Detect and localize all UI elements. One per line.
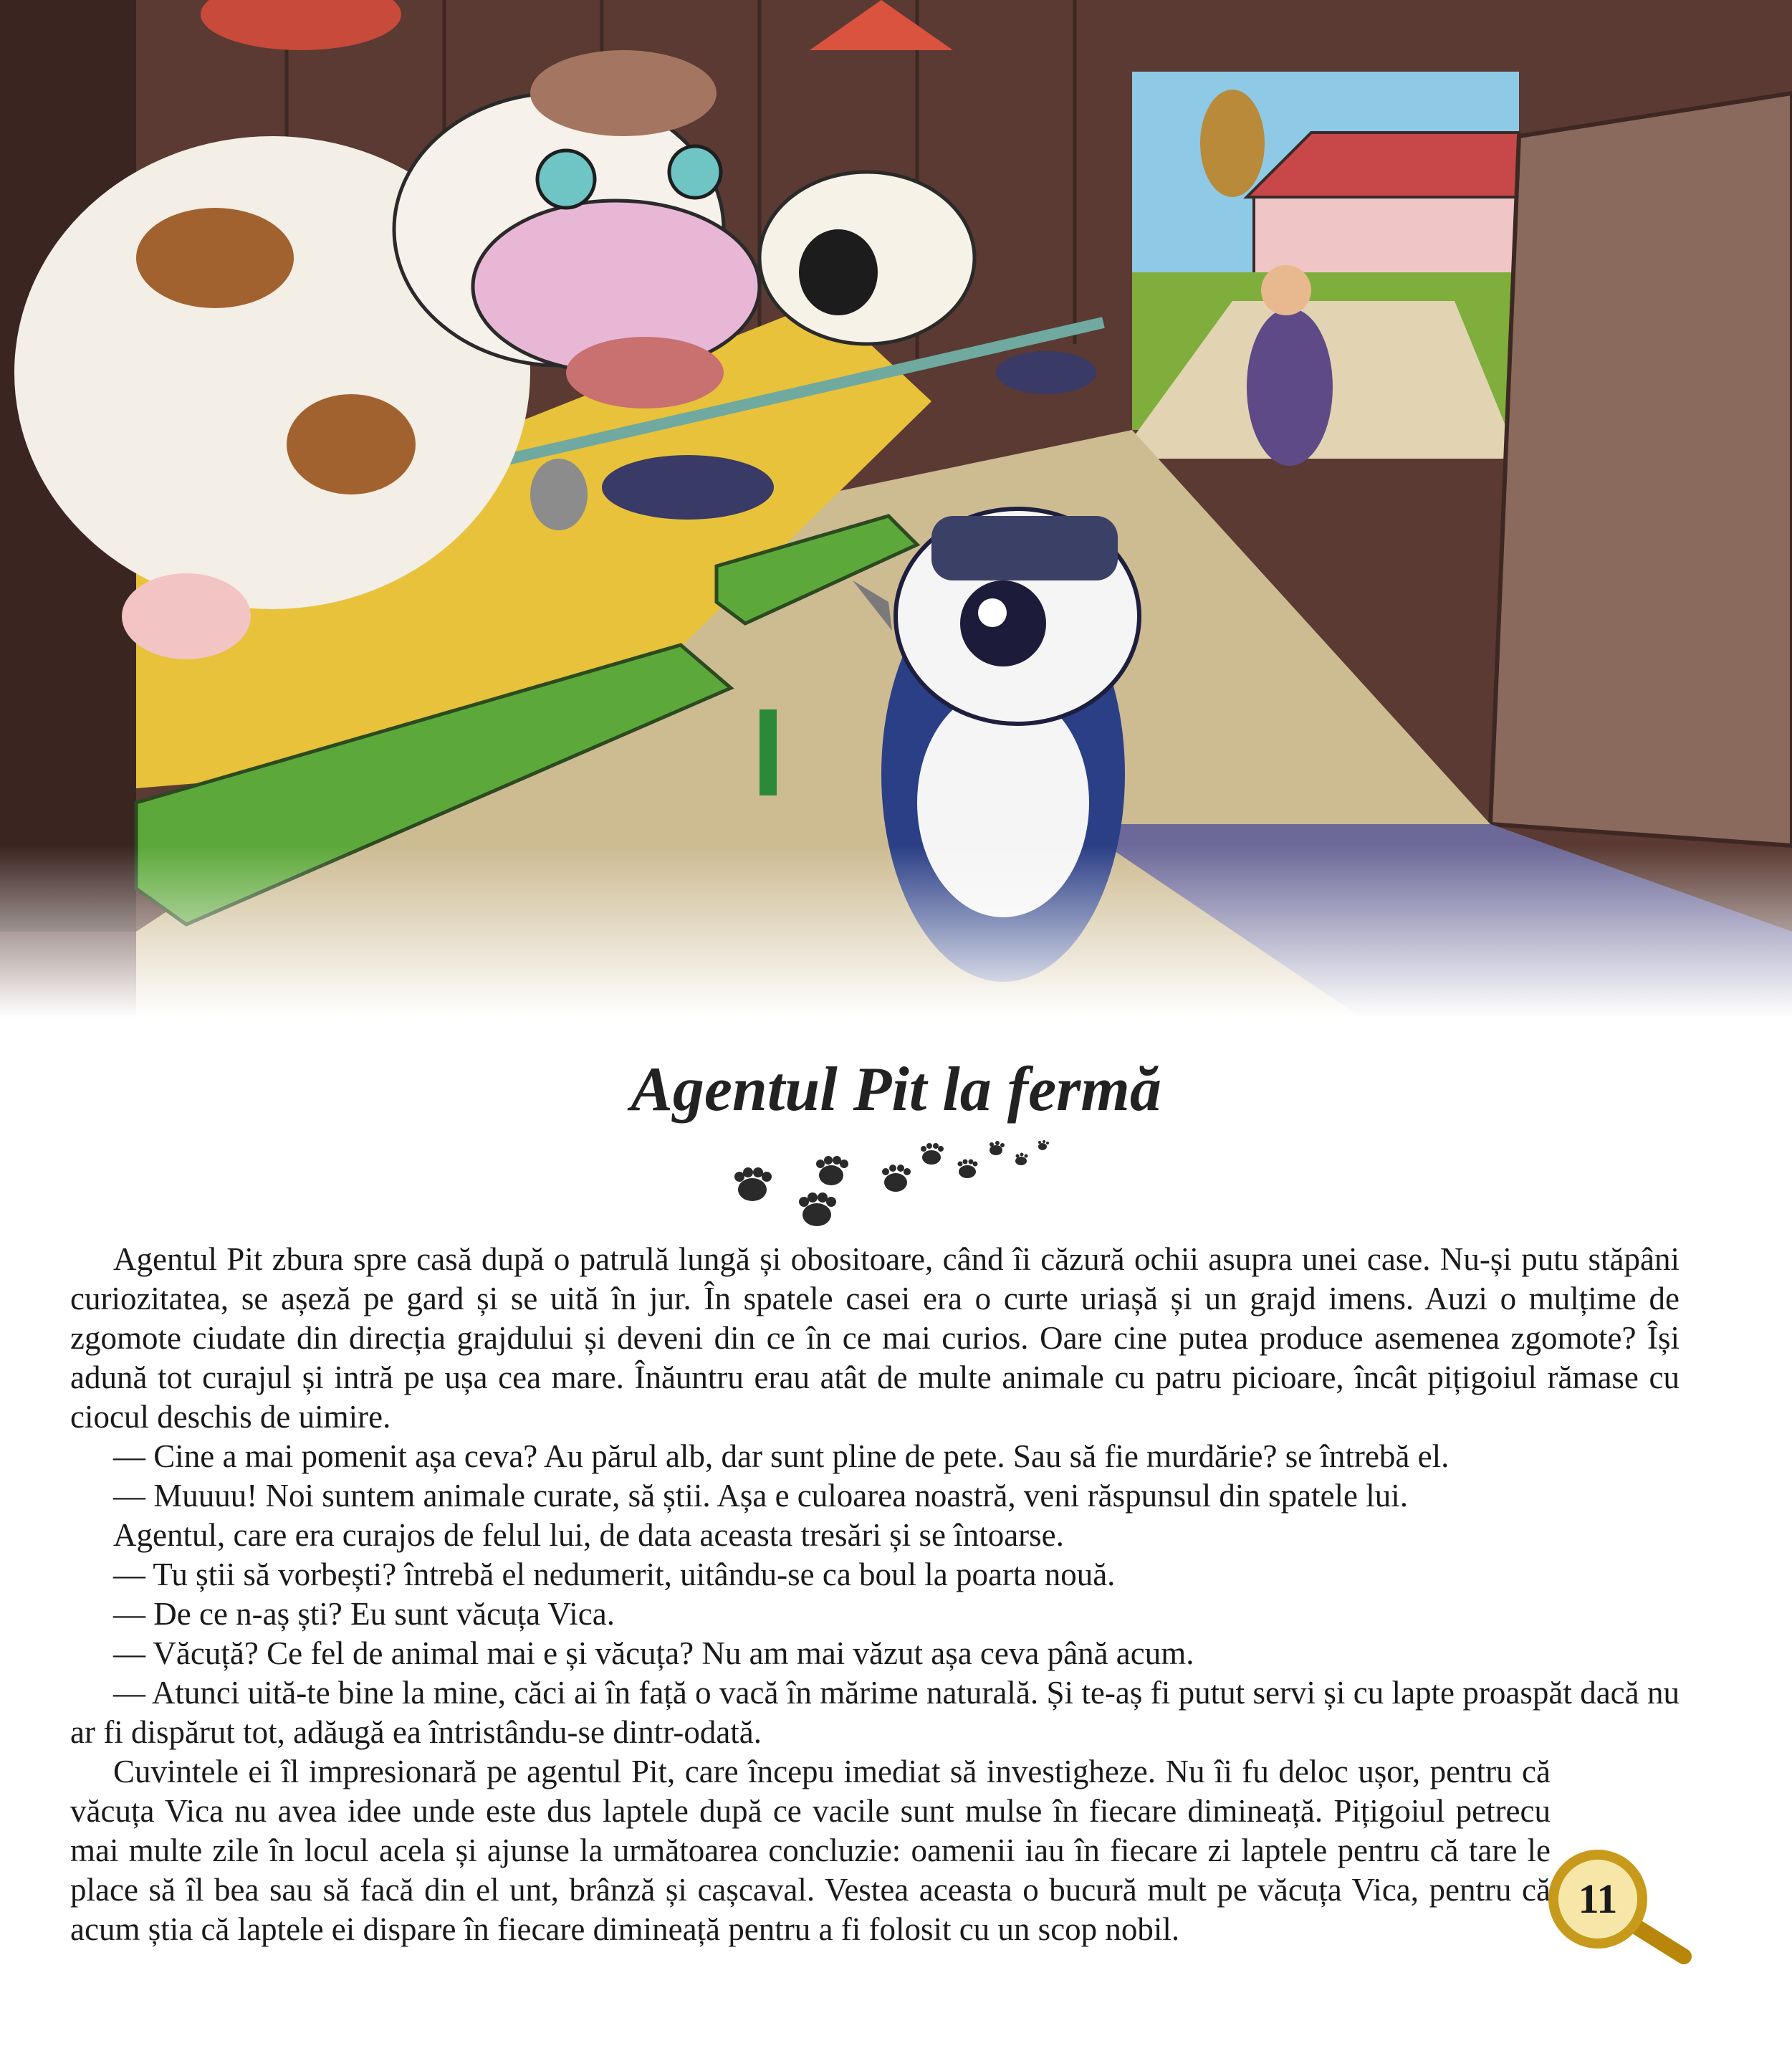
cow-mouth (566, 337, 724, 408)
tree (1200, 90, 1265, 197)
story-text (70, 1240, 1680, 1949)
cow-spot-2 (287, 394, 416, 494)
cow-hair (530, 50, 717, 136)
bird-eye-highlight (978, 598, 1007, 627)
bird-eye (960, 580, 1046, 666)
paw-prints-icon (724, 1132, 1068, 1233)
water-bowl (602, 455, 774, 520)
farmer-head (1261, 265, 1311, 315)
story-paragraph-conclusion: Cuvintele ei îl impresionară pe agentul Pit, care începu imediat să investigheze. Nu îi fu deloc ușor, pentru că văcuța Vica nu avea idee unde este dus laptele după ce vacile sunt mulse în fiecare dimineață. Pițigoiul petrecu mai multe zile în locul acela și ajunse la următoarea concluzie: oamenii iau în fiecare zi laptele pentru că tare le place să îl bea sau să facă din el unt, brânză și cașcaval. Vestea aceasta o bucură mult pe văcuța Vica, pentru că acum știa că laptele ei dispare în fiecare dimineață pentru a fi folosit cu un scop nobil. (70, 1754, 1551, 1947)
bird-pencil (760, 709, 777, 795)
dialogue-line: — Văcuță? Ce fel de animal mai e și văcuța? Nu am mai văzut așa ceva până acum. (113, 1635, 1194, 1671)
story-paragraph-intro: Agentul Pit zbura spre casă după o patrulă lungă și obositoare, când îi căzură ochii asupra unei case. Nu-și putu stăpâni curiozitatea, se așeză pe gard și se uită în jur. În spatele casei era o curte uriașă și un grajd imens. Auzi o mulțime de zgomote ciudate din direcția grajdului și deveni din ce în ce mai curios. Oare cine putea produce asemenea zgomote? Își adună tot curajul și intră pe ușa cea mare. Înăuntru erau atât de multe animale cu patru picioare, încât pițigoiul rămase cu ciocul deschis de uimire. (70, 1241, 1680, 1435)
dialogue-line: — Muuuu! Noi suntem animale curate, să știi. Așa e culoarea noastră, veni răspunsul din spatele lui. (113, 1478, 1409, 1514)
cow-bell (530, 459, 588, 530)
second-cow-spot (799, 229, 878, 315)
cow-spot (136, 208, 294, 308)
illustration-fade (0, 846, 1792, 1018)
bird-cap (931, 516, 1118, 580)
page-title: Agentul Pit la fermă (631, 1055, 1161, 1124)
water-bowl-2 (996, 351, 1096, 394)
udder (122, 573, 251, 659)
page-number-badge (1541, 1849, 1705, 1971)
page-number: 11 (1578, 1875, 1618, 1922)
barn-door (1490, 93, 1792, 846)
dialogue-line: — Tu știi să vorbești? întrebă el nedumerit, uitându-se ca boul la poarta nouă. (113, 1557, 1116, 1592)
story-paragraph: Agentul, care era curajos de felul lui, de data aceasta tresări și se întoarse. (113, 1517, 1064, 1553)
dialogue-line: — De ce n-aș ști? Eu sunt văcuța Vica. (113, 1596, 615, 1632)
cow-eye-2 (669, 146, 721, 198)
farmer-woman (1247, 308, 1333, 466)
cow-eye (537, 150, 595, 208)
dialogue-line: — Atunci uită-te bine la mine, căci ai în față o vacă în mărime naturală. Și te-aș fi putut servi și cu lapte proaspăt dacă nu ar fi dispărut tot, adăugă ea întristându-se dintr-odată. (70, 1675, 1680, 1750)
barn-illustration (0, 0, 1792, 1018)
dialogue-line: — Cine a mai pomenit așa ceva? Au părul alb, dar sunt pline de pete. Sau să fie murdărie? se întrebă el. (113, 1438, 1450, 1474)
